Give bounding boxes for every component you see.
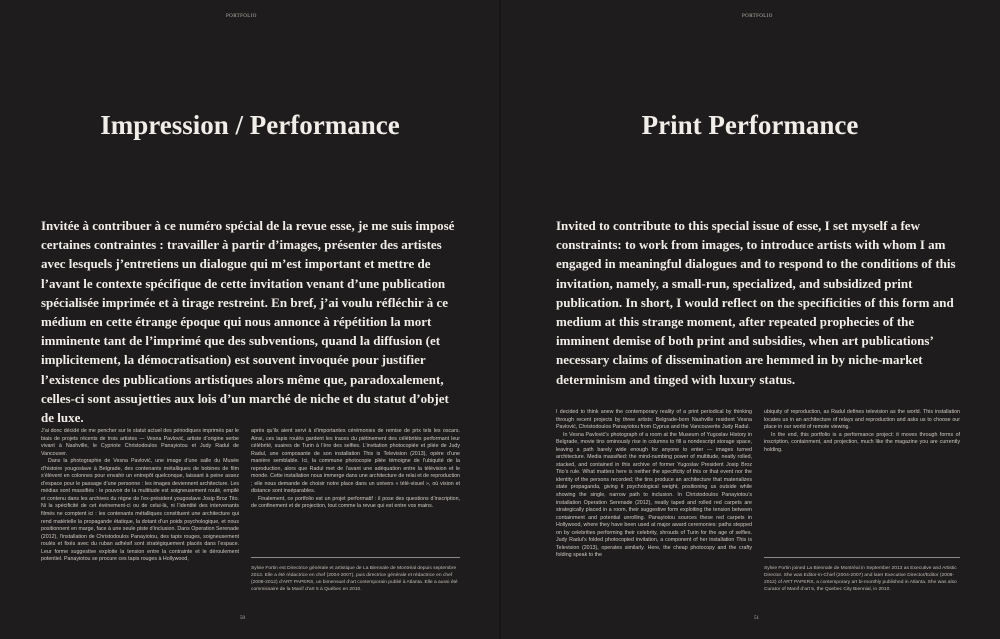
author-bio: Sylvie Fortin est Directrice générale et artistique de La Biennale de Montréal depuis septembre 2013. Elle a été rédactrice en chef (2004-2007), puis directrice générale et rédactrice en chef (2008-2012) d’ART PAPERS, un bimensuel d’art contemporain publié à Atlanta. Elle a aussi été commissaire de la Manif d’art 5 à Québec en 2010. bbox=[251, 566, 458, 593]
page-title: Impression / Performance bbox=[100, 110, 400, 140]
bio-divider bbox=[251, 557, 460, 558]
body-paragraph: In Vesna Pavlović’s photograph of a room at the Museum of Yugoslav History in Belgrade, movie tins ominously rise in columns to fill a nondescript storage space, leaving a path barely wide enough for anyone to enter — images turned architecture. Media massified: the mind-numbing power of multitude, neatly rolled, stacked, and contained in this archive of former Yugoslav President Josip Broz Tito’s rule. What matters here is neither the specificity of this or that event nor the identity of the persons recorded; the tins produce an architecture that materializes state propaganda, giving it psychological weight, positioning us outside while showing the single, narrow path to inclusion. In Christodoulos Panayiotou’s installation Operation Serenade (2012), neatly taped and rolled red carpets are strategically placed in a room, their suggestive form exploiting the tension between containment and potential unrolling. Panayiotou sources these red carpets in Hollywood, where they have been used at major award ceremonies: paths stepped on by celebrities performing their celebrity, shrouds of Turin for the age of selfies. Judy Radul’s folded photocopied invitation, a component of her installation This is Television (2013), operates similarly. Here, the cheap photocopy and the crafty folding speak to the bbox=[556, 431, 752, 559]
body-column-2 bbox=[251, 428, 460, 511]
body-paragraph: J’ai donc décidé de me pencher sur le statut actuel des périodiques imprimés par le biais de projets récents de trois artistes — Vesna Pavlović, artiste d’origine serbe vivant à Nashville, le Cypriote Christodoulos Panayiotou et Judy Radul de Vancouver. bbox=[41, 428, 239, 457]
right-page bbox=[500, 0, 1000, 639]
page-title: Print Performance bbox=[641, 110, 859, 140]
body-paragraph: après qu’ils aient servi à d’importantes cérémonies de remise de prix tels les oscars. Ainsi, ces tapis roulés gardent les traces du piétinement des célébrités performant leur célébrité, suaires de Turin à l’ère des selfies. L’invitation photocopiée et pliée de Judy Radul, une composante de son installation This is Television (2013), opère d’une manière semblable. Ici, la commune photocopie pliée témoigne de l’ubiquité de la reproduction, alors que Radul met de l’avant une adéquation entre la télévision et le monde. Cette installation nous immerge dans une architecture de relai et de reproduction ; elle nous demande de choisir notre place dans un univers « télé-visuel », où vision et distance sont inséparables. bbox=[251, 428, 460, 495]
page-number: 51 bbox=[754, 616, 759, 621]
body-column-1 bbox=[556, 409, 752, 560]
body-column-2 bbox=[764, 409, 960, 454]
body-column-1 bbox=[41, 428, 239, 564]
author-bio: Sylvie Fortin joined La Biennale de Montréal in September 2013 as Executive and Artistic Director. She was Editor-in-Chief (2004-2007) and later Executive Director/Editor (2008-2012) of ART PAPERS, a contemporary art bi-monthly published in Atlanta. She was also Curator of Manif d’art 5, the Quebec City Biennial, in 2010. bbox=[764, 566, 957, 593]
body-paragraph: Finalement, ce portfolio est un projet performatif : il pose des questions d’inscription, de confinement et de projection, tout comme la revue qui est entre vos mains. bbox=[251, 495, 460, 510]
lead-paragraph: Invitée à contribuer à ce numéro spécial de la revue esse, je me suis imposé certaines contraintes : travailler à partir d’images, présenter des artistes avec lesquels j’entretiens un dialogue qui m’est important et mettre de l’avant le contexte spécifique de cette invitation venant d’une publication spécialisée imprimée et à tirage restreint. En bref, j’ai voulu réfléchir à ce médium en cette étrange époque qui nous annonce à répétition la mort imminente tant de l’imprimé que des subventions, quand la diffusion (et implicitement, la démocratisation) est souvent invoquée pour justifier l’existence des publications artistiques alors même que, paradoxalement, celles-ci sont assujetties aux lois d’un marché de niche et du statut d’objet de luxe. bbox=[41, 218, 455, 426]
running-header: PORTFOLIO bbox=[226, 14, 257, 19]
body-paragraph: In the end, this portfolio is a performance project: it moves through forms of inscription, containment, and projection, much like the magazine you are currently holding. bbox=[764, 431, 960, 453]
body-paragraph: ubiquity of reproduction, as Radul defines television as the world. This installation locates us in an architecture of relays and reproduction and asks us to choose our place in our world of remote viewing. bbox=[764, 409, 960, 431]
lead-paragraph: Invited to contribute to this special issue of esse, I set myself a few constraints: to work from images, to introduce artists with whom I am engaged in meaningful dialogues and to respond to the conditions of this invitation, namely, a small-run, specialized, and subsidized print publication. In short, I would reflect on the specificities of this form and medium at this strange moment, after repeated prophecies of the imminent demise of both print and subsidies, when art publications’ necessary claims of dissemination are hemmed in by niche-market determinism and tinged with luxury status. bbox=[556, 218, 956, 387]
running-header: PORTFOLIO bbox=[742, 14, 773, 19]
bio-divider bbox=[764, 557, 960, 558]
body-paragraph: I decided to think anew the contemporary reality of a print periodical by thinking through recent projects by three artists: Belgrade-born Nashville resident Vesna Pavlović, Christodoulos Panayiotou from Cyprus and the Vancouverite Judy Radul. bbox=[556, 409, 752, 431]
body-paragraph: Dans la photographie de Vesna Pavlović, une image d’une salle du Musée d’histoire yougoslave à Belgrade, des contenants métalliques de bobines de film s’élèvent en colonnes pour envahir un entrepôt quelconque, laissant à peine assez d’espace pour le passage d’une personne : les images deviennent architecture. Les médias sont massifiés : le pouvoir de la multitude est soigneusement roulé, empilé et contenu dans les archives du règne de l’ex-président yougoslave Josip Broz Tito. Ni la spécificité de cet événement-ci ou de celui-là, ni l’identité des intervenants filmés ne comptent ici : les contenants métalliques constituent une architecture qui rend matérielle la propagande étatique, la dotant d’un poids psychologique, et nous positionnent en marge, face à une seule piste d’inclusion. Dans Operation Serenade (2012), l’installation de Christodoulos Panayiotou, des tapis rouges, soigneusement roulés et fixés avec du ruban adhésif sont stratégiquement placés dans l’espace. Leur forme suggestive exploite la tension entre la contrainte et le déroulement potentiel. Panayiotou se procure ces tapis rouges à Hollywood, bbox=[41, 458, 239, 563]
page-number: 50 bbox=[240, 616, 245, 621]
